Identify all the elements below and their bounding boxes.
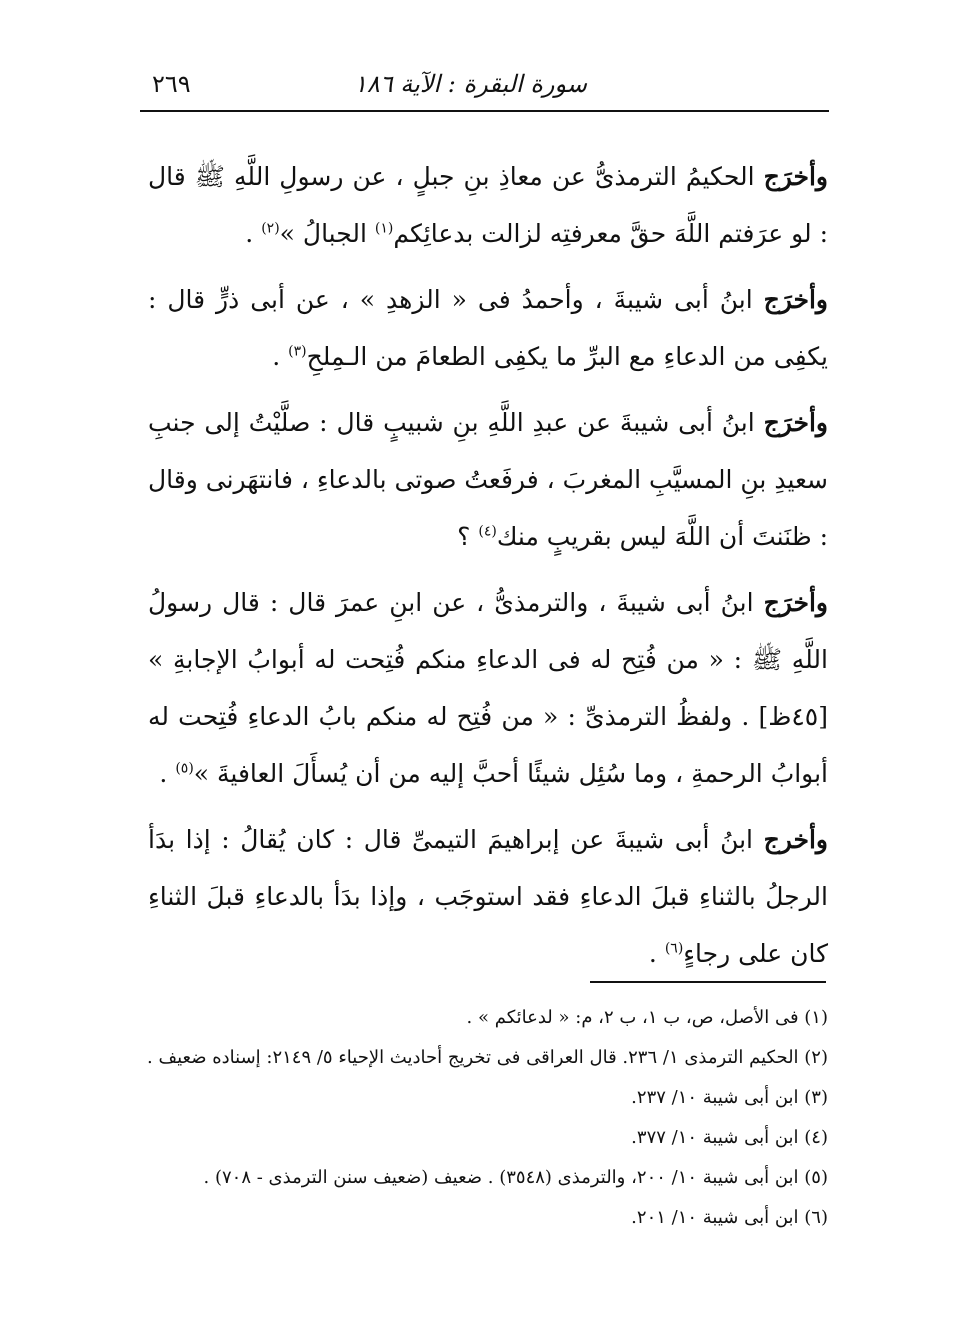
footnote-ref[interactable]: (٤) xyxy=(478,523,497,540)
paragraph-tail: . xyxy=(245,219,262,248)
footnote-ref[interactable]: (٢) xyxy=(261,220,280,237)
footnote-5: (٥) ابن أبى شيبة ١٠/ ٢٠٠، والترمذى (٣٥٤٨) . ضعيف (ضعيف سنن الترمذى - ٧٠٨) . xyxy=(203,1167,828,1188)
paragraph-lead: وأخرَج xyxy=(763,588,828,617)
paragraph-text: ابنُ أبى شيبةَ عن إبراهيمَ التيمىِّ قال : كان يُقالُ : إذا بدَأ الرجلُ بالثناءِ قبلَ الدعاءِ فقد استوجَب ، وإذا بدَأ بالدعاءِ قبلَ الثناءِ كان على رجاءٍ xyxy=(148,825,828,968)
footnote-3: (٣) ابن أبى شيبة ١٠/ ٢٣٧. xyxy=(631,1087,828,1108)
paragraph-3 xyxy=(148,394,828,565)
paragraph-text: ابنُ أبى شيبةَ عن عبدِ اللَّهِ بنِ شبيبٍ قال : صلَّيْتُ إلى جنبِ سعيدِ بنِ المسيَّبِ المغربَ ، فرفَعتُ صوتى بالدعاءِ ، فانتهَرنى وقال : ظنَنتَ أن اللَّهَ ليس بقريبٍ منك xyxy=(148,408,828,551)
running-header xyxy=(140,62,829,112)
paragraph-2 xyxy=(148,271,828,385)
paragraph-text: ابنُ أبى شيبةَ ، وأحمدُ فى « الزهدِ » ، عن أبى ذرٍّ قال : يكفِى من الدعاءِ مع البرِّ ما يكفِى الطعامَ من الـمِلحِ xyxy=(148,285,828,371)
paragraph-lead: وأخرَج xyxy=(763,285,828,314)
paragraph-text: الجبالُ » xyxy=(279,219,375,248)
paragraph-tail: . xyxy=(272,342,289,371)
footnote-separator xyxy=(590,981,826,983)
page-number: ٢٦٩ xyxy=(152,70,191,98)
paragraph-tail: ؟ xyxy=(457,522,479,551)
paragraph-tail: . xyxy=(159,759,176,788)
paragraph-text: الحكيمُ الترمذىُّ عن معاذِ بنِ جبلٍ ، عن رسولِ اللَّهِ ﷺ قال : لو عرَفتم اللَّهَ حقَّ معرفتِه لزالت بدعائِكم xyxy=(148,162,828,248)
footnote-6: (٦) ابن أبى شيبة ١٠/ ٢٠١. xyxy=(631,1207,828,1228)
paragraph-tail: . xyxy=(648,939,665,968)
header-title: سورة البقرة : الآية ١٨٦ xyxy=(353,70,587,98)
paragraph-lead: وأخرَج xyxy=(763,408,828,437)
paragraph-text: ابنُ أبى شيبةَ ، والترمذىُّ ، عن ابنِ عمرَ قال : قال رسولُ اللَّهِ ﷺ : « من فُتِح له فى الدعاءِ منكم فُتِحت له أبوابُ الإجابةِ » [٤٥ظ] . ولفظُ الترمذىِّ : « من فُتِح له منكم بابُ الدعاءِ فُتِحت له أبوابُ الرحمةِ ، وما سُئِل شيئًا أحبَّ إليه من أن يُسأَلَ العافيةَ » xyxy=(148,588,828,788)
footnotes xyxy=(148,998,828,1238)
footnote-4: (٤) ابن أبى شيبة ١٠/ ٣٧٧. xyxy=(631,1127,828,1148)
footnote-2: (٢) الحكيم الترمذى ١/ ٢٣٦. قال العراقى فى تخريج أحاديث الإحياء ٥/ ٢١٤٩: إسناده ضعيف . xyxy=(147,1047,828,1068)
footnote-ref[interactable]: (٥) xyxy=(175,760,194,777)
main-text xyxy=(148,148,828,991)
paragraph-5 xyxy=(148,811,828,982)
paragraph-lead: وأخرَج xyxy=(763,162,828,191)
paragraph-1 xyxy=(148,148,828,262)
footnote-ref[interactable]: (٦) xyxy=(664,940,684,957)
footnote-ref[interactable]: (٣) xyxy=(288,343,307,360)
footnote-1: (١) فى الأصل، ص، ب ١، ب ٢، م: « لدعائكم » . xyxy=(466,1007,828,1028)
paragraph-4 xyxy=(148,574,828,802)
paragraph-lead: وأخرج xyxy=(763,825,828,854)
footnote-ref[interactable]: (١) xyxy=(374,220,394,237)
